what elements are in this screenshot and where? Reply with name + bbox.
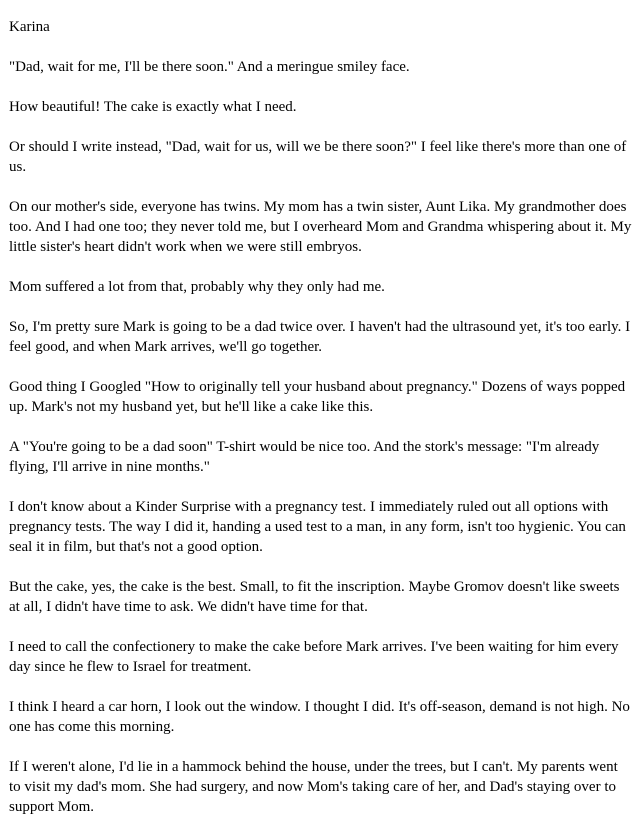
paragraph: How beautiful! The cake is exactly what I need. bbox=[9, 99, 297, 115]
paragraph: Or should I write instead, "Dad, wait for us, will we be there soon?" I feel like there's more than one of us. bbox=[9, 139, 627, 175]
paragraph: On our mother's side, everyone has twins. My mom has a twin sister, Aunt Lika. My grandmother does too. And I had one too; they never told me, but I overheard Mom and Grandma whispering about it. My little sister's heart didn't work when we were still embryos. bbox=[9, 199, 632, 255]
paragraph: I think I heard a car horn, I look out the window. I thought I did. It's off-season, demand is not high. No one has come this morning. bbox=[9, 699, 630, 735]
document-body bbox=[9, 17, 633, 837]
paragraph: But the cake, yes, the cake is the best. Small, to fit the inscription. Maybe Gromov doesn't like sweets at all, I didn't have time to ask. We didn't have time for that. bbox=[9, 579, 620, 615]
chapter-title: Karina bbox=[9, 19, 50, 35]
paragraph: If I weren't alone, I'd lie in a hammock behind the house, under the trees, but I can't. My parents went to visit my dad's mom. She had surgery, and now Mom's taking care of her, and Dad's staying over to support Mom. bbox=[9, 759, 618, 815]
paragraph: I need to call the confectionery to make the cake before Mark arrives. I've been waiting for him every day since he flew to Israel for treatment. bbox=[9, 639, 619, 675]
paragraph: So, I'm pretty sure Mark is going to be a dad twice over. I haven't had the ultrasound yet, it's too early. I feel good, and when Mark arrives, we'll go together. bbox=[9, 319, 631, 355]
paragraph: I don't know about a Kinder Surprise with a pregnancy test. I immediately ruled out all options with pregnancy tests. The way I did it, handing a used test to a man, in any form, isn't too hygienic. You can seal it in film, but that's not a good option. bbox=[9, 499, 626, 555]
paragraph: A "You're going to be a dad soon" T-shirt would be nice too. And the stork's message: "I'm already flying, I'll arrive in nine months." bbox=[9, 439, 600, 475]
paragraph: Mom suffered a lot from that, probably why they only had me. bbox=[9, 279, 385, 295]
paragraph: "Dad, wait for me, I'll be there soon." And a meringue smiley face. bbox=[9, 59, 410, 75]
paragraph: Good thing I Googled "How to originally tell your husband about pregnancy." Dozens of ways popped up. Mark's not my husband yet, but he'll like a cake like this. bbox=[9, 379, 626, 415]
